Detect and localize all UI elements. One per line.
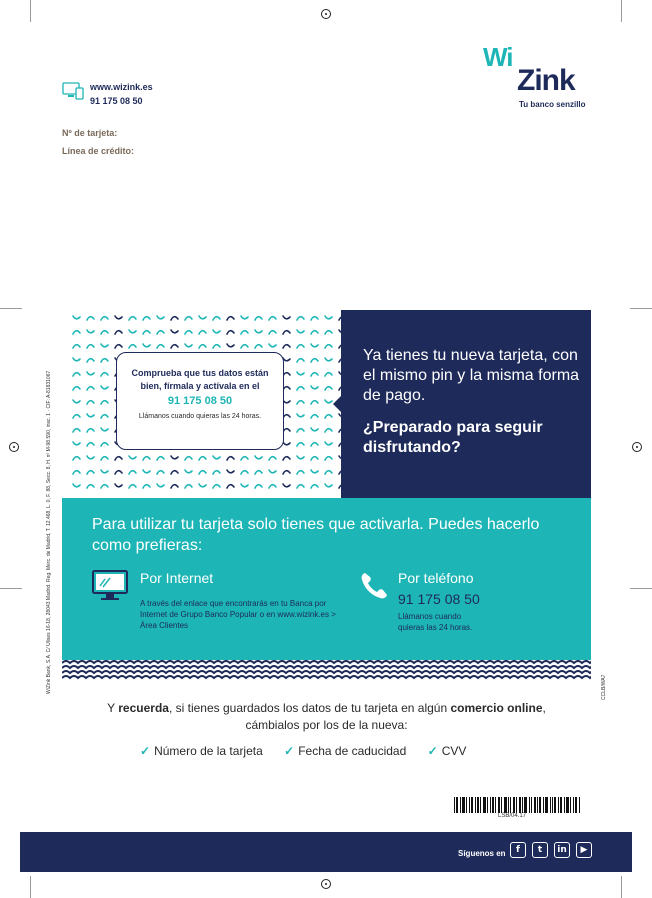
barcode-number: LSB/04.17 (498, 813, 527, 819)
legal-text: WiZink Bank, S.A. C/ Ulises 16-18, 28043 Madrid. Reg. Merc. de Madrid, T. 12.468, L. 0, F. 88, Secc. 8, H. nº M-98.590, insc. 1 · CIF: A-81831067 (46, 370, 52, 694)
check-box-note: Llámanos cuando quieras las 24 horas. (138, 413, 262, 420)
phone-text: 91 175 08 50 (90, 96, 143, 106)
logo-zink: Zink (517, 64, 575, 97)
hero-message: Ya tienes tu nueva tarjeta, con el mismo pin y la misma forma de pago. (363, 347, 580, 404)
activation-panel (62, 498, 591, 660)
follow-us-label: Síguenos en (458, 849, 506, 858)
activation-reminder-box (116, 352, 284, 450)
hero-panel (341, 310, 591, 498)
check-icon: ✓ (140, 744, 151, 758)
footer (20, 832, 632, 872)
checklist-item: ✓ Número de la tarjeta (140, 744, 263, 758)
crop-mark (621, 876, 622, 898)
phone-option-description: Llámanos cuando quieras las 24 horas. (398, 612, 473, 632)
facebook-icon[interactable]: f (510, 842, 526, 858)
wave-border (62, 660, 591, 680)
check-box-text: Comprueba que tus datos están bien, fírmala y actívala en el (131, 368, 269, 391)
crop-mark (621, 0, 622, 22)
twitter-icon[interactable]: t (532, 842, 548, 858)
wizink-logo (483, 42, 593, 112)
crop-mark (30, 876, 31, 898)
registration-mark (632, 442, 642, 452)
logo-tagline: Tu banco senzillo (519, 100, 586, 109)
phone-option-number: 91 175 08 50 (398, 591, 480, 607)
crop-mark (30, 0, 31, 22)
side-code: CCLB/WA7 (601, 674, 607, 700)
crop-mark (630, 308, 652, 309)
reminder-text: Y recuerda, si tienes guardados los datos de tu tarjeta en algún comercio online, cámbialos por los de la nueva: (107, 701, 546, 732)
website-text[interactable]: www.wizink.es (90, 82, 153, 92)
check-icon: ✓ (427, 744, 438, 758)
internet-option-title: Por Internet (140, 570, 214, 586)
crop-mark (0, 308, 22, 309)
checklist-item: ✓ CVV (427, 744, 467, 758)
logo-wi: Wi (483, 42, 513, 72)
check-icon: ✓ (284, 744, 295, 758)
computer-icon (92, 570, 128, 602)
internet-option-description: A través del enlace que encontrarás en tu Banca por Internet de Grupo Banco Popular o en www.wizink.es > Área Clientes (140, 599, 336, 630)
youtube-icon[interactable]: ▶ (576, 842, 592, 858)
crop-mark (630, 588, 652, 589)
linkedin-icon[interactable]: in (554, 842, 570, 858)
registration-mark (9, 442, 19, 452)
devices-icon (62, 82, 84, 100)
crop-mark (0, 588, 22, 589)
phone-option-title: Por teléfono (398, 570, 474, 586)
registration-mark (321, 9, 331, 19)
phone-icon (358, 570, 390, 602)
check-box-phone: 91 175 08 50 (167, 395, 233, 407)
checklist-item: ✓ Fecha de caducidad (284, 744, 407, 758)
activation-intro: Para utilizar tu tarjeta solo tienes que activarla. Puedes hacerlo como prefieras: (92, 516, 540, 554)
barcode (454, 797, 580, 813)
hero-question: ¿Preparado para seguir disfrutando? (363, 419, 543, 456)
credit-line-label: Línea de crédito: (62, 146, 135, 156)
panel-pointer (333, 396, 341, 412)
checklist (140, 744, 484, 758)
registration-mark (321, 879, 331, 889)
card-number-label: Nº de tarjeta: (62, 128, 118, 138)
